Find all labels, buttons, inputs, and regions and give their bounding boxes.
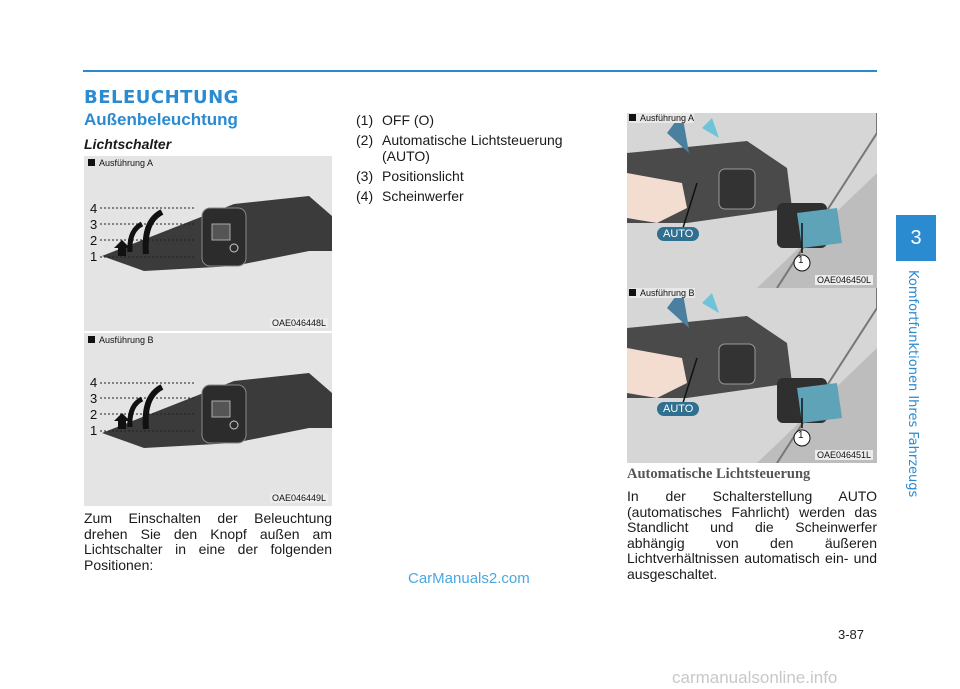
chapter-label: Komfortfunktionen Ihres Fahrzeugs bbox=[905, 270, 920, 498]
auto-badge: AUTO bbox=[657, 227, 699, 241]
watermark-bottom[interactable]: carmanualsonline.info bbox=[672, 668, 838, 687]
page-number: 3-87 bbox=[838, 627, 865, 642]
figure-code: OAE046450L bbox=[816, 275, 871, 285]
list-item: (1) OFF (O) bbox=[356, 112, 435, 128]
chapter-tab: 3 bbox=[896, 215, 936, 261]
light-switch-illustration bbox=[84, 156, 332, 331]
figure-switch-b bbox=[84, 333, 332, 506]
figure-code: OAE046449L bbox=[271, 493, 326, 503]
figure-code: OAE046451L bbox=[816, 450, 871, 460]
auto-badge: AUTO bbox=[657, 402, 699, 416]
figure-caption: Ausführung B bbox=[88, 335, 154, 345]
figure-auto-b bbox=[627, 288, 877, 463]
auto-section-title: Automatische Lichtsteuerung bbox=[627, 466, 811, 482]
auto-paragraph: In der Schalterstellung AUTO (automatisches Fahrlicht) werden das Standlicht und die Scheinwerfer abhängig von den äußeren Lichtverhältnissen automatisch ein- und ausgeschaltet. bbox=[627, 488, 877, 582]
figure-caption: Ausführung A bbox=[629, 113, 694, 123]
position-numbers: 4 3 2 1 bbox=[90, 375, 98, 438]
positions-list bbox=[356, 112, 596, 208]
subsubtitle: Lichtschalter bbox=[84, 136, 172, 152]
list-item: (4) Scheinwerfer bbox=[356, 188, 464, 204]
auto-switch-illustration bbox=[627, 288, 877, 463]
marker-number: 1 bbox=[798, 430, 804, 441]
subtitle: Außenbeleuchtung bbox=[84, 110, 238, 129]
watermark-top[interactable]: CarManuals2.com bbox=[408, 570, 530, 587]
marker-number: 1 bbox=[798, 255, 804, 266]
figure-switch-a bbox=[84, 156, 332, 331]
figure-caption: Ausführung A bbox=[88, 158, 153, 168]
auto-switch-illustration bbox=[627, 113, 877, 288]
header-rule bbox=[83, 70, 877, 72]
figure-code: OAE046448L bbox=[271, 318, 326, 328]
figure-caption: Ausführung B bbox=[629, 288, 695, 298]
section-title: BELEUCHTUNG bbox=[84, 87, 239, 108]
list-item: (2) Automatische Lichtsteuerung (AUTO) bbox=[356, 132, 563, 164]
list-item: (3) Positionslicht bbox=[356, 168, 464, 184]
intro-paragraph: Zum Einschalten der Beleuchtung drehen Sie den Knopf außen am Lichtschalter in eine der folgenden Positionen: bbox=[84, 510, 332, 573]
figure-auto-a bbox=[627, 113, 877, 288]
light-switch-illustration bbox=[84, 333, 332, 506]
position-numbers: 4 3 2 1 bbox=[90, 201, 98, 264]
